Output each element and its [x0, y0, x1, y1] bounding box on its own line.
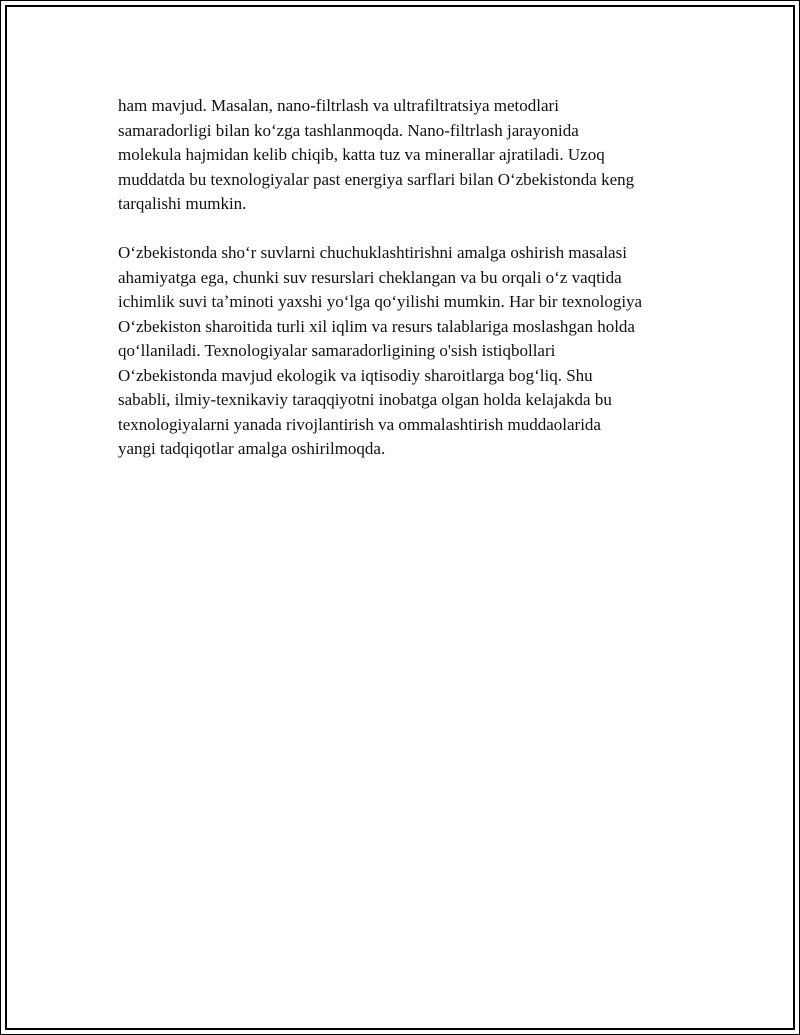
- paragraph-2: [118, 241, 718, 462]
- text-line: ham mavjud. Masalan, nano-filtrlash va ultrafiltratsiya metodlari: [118, 96, 559, 115]
- text-line: yangi tadqiqotlar amalga oshirilmoqda.: [118, 439, 386, 458]
- text-line: tarqalishi mumkin.: [118, 194, 247, 213]
- text-line: ahamiyatga ega, chunki suv resurslari cheklangan va bu orqali oʻz vaqtida: [118, 267, 622, 287]
- text-line: Oʻzbekistonda mavjud ekologik va iqtisodiy sharoitlarga bogʻliq. Shu: [118, 365, 593, 385]
- text-line: muddatda bu texnologiyalar past energiya sarflari bilan Oʻzbekistonda keng: [118, 169, 635, 189]
- paragraph-1: [118, 94, 718, 217]
- text-line: samaradorligi bilan koʻzga tashlanmoqda. Nano-filtrlash jarayonida: [118, 120, 579, 140]
- document-body: [118, 94, 718, 486]
- text-line: texnologiyalarni yanada rivojlantirish va ommalashtirish muddaolarida: [118, 414, 601, 434]
- text-line: sababli, ilmiy-texnikaviy taraqqiyotni inobatga olgan holda kelajakda bu: [118, 390, 612, 409]
- text-line: Oʻzbekiston sharoitida turli xil iqlim va resurs talablariga moslashgan holda: [118, 316, 635, 336]
- text-line: Oʻzbekistonda shoʻr suvlarni chuchuklashtirishni amalga oshirish masalasi: [118, 243, 627, 262]
- text-line: ichimlik suvi taʼminoti yaxshi yoʻlga qoʻyilishi mumkin. Har bir texnologiya: [118, 292, 643, 311]
- text-line: molekula hajmidan kelib chiqib, katta tuz va minerallar ajratiladi. Uzoq: [118, 145, 605, 164]
- text-line: qoʻllaniladi. Texnologiyalar samaradorligining o'sish istiqbollari: [118, 341, 556, 360]
